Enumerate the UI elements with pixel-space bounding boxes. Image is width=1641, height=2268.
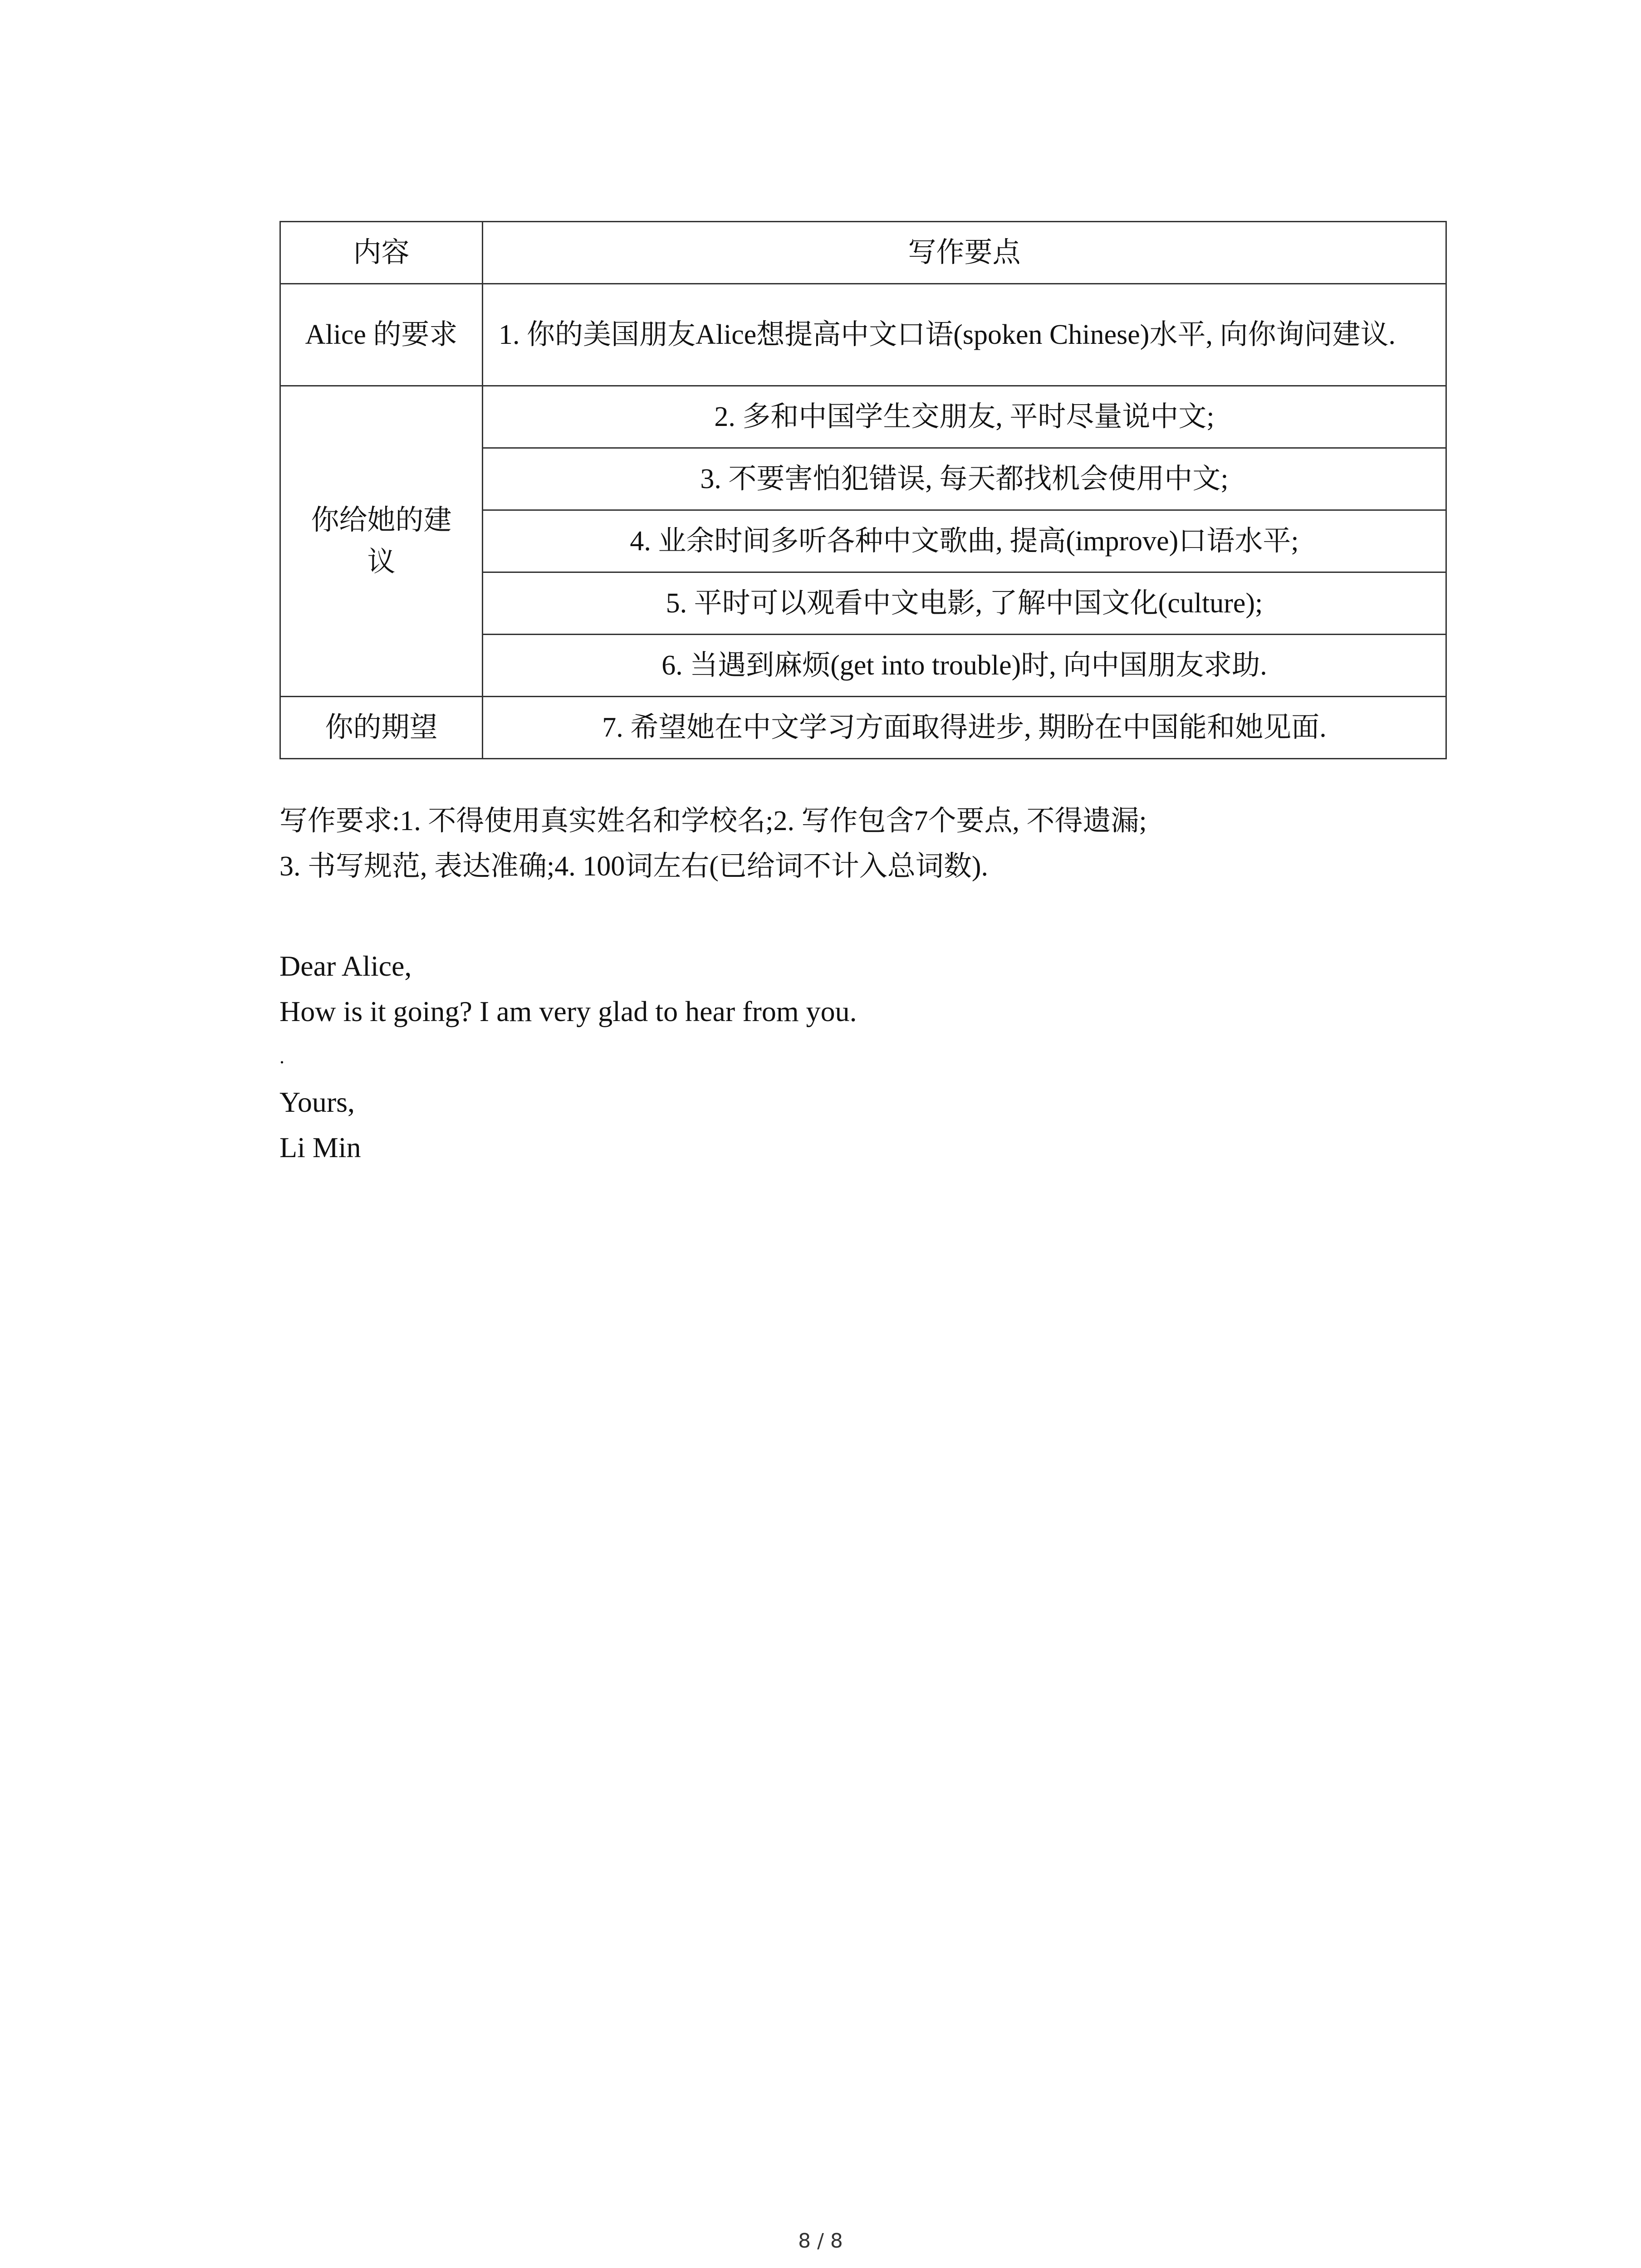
letter [279, 943, 857, 1170]
letter-signature: Li Min [279, 1131, 361, 1163]
request-text: 1. 你的美国朋友Alice想提高中文口语(spoken Chinese)水平, 向你询问建议. [483, 284, 1446, 386]
advice-item: 5. 平时可以观看中文电影, 了解中国文化(culture); [483, 572, 1446, 635]
requirements-line-2: 3. 书写规范, 表达准确;4. 100词左右(已给词不计入总词数). [279, 851, 989, 882]
requirements-line-1: 写作要求:1. 不得使用真实姓名和学校名;2. 写作包含7个要点, 不得遗漏; [279, 806, 1147, 836]
letter-closing: Yours, [279, 1086, 355, 1118]
advice-item: 6. 当遇到麻烦(get into trouble)时, 向中国朋友求助. [483, 635, 1446, 697]
hope-text: 7. 希望她在中文学习方面取得进步, 期盼在中国能和她见面. [483, 697, 1446, 759]
header-content: 内容 [280, 222, 483, 284]
header-points: 写作要点 [483, 222, 1446, 284]
writing-points-table [279, 221, 1447, 759]
letter-salutation: Dear Alice, [279, 950, 412, 982]
writing-requirements [279, 798, 1147, 889]
advice-item: 4. 业余时间多听各种中文歌曲, 提高(improve)口语水平; [483, 510, 1446, 572]
letter-blank-dot: . [279, 1046, 284, 1068]
request-label: Alice 的要求 [280, 284, 483, 386]
advice-item: 3. 不要害怕犯错误, 每天都找机会使用中文; [483, 448, 1446, 510]
advice-label: 你给她的建议 [280, 386, 483, 697]
page-number: 8 / 8 [798, 2229, 843, 2253]
hope-label: 你的期望 [280, 697, 483, 759]
letter-opening: How is it going? I am very glad to hear from you. [279, 995, 857, 1027]
advice-item: 2. 多和中国学生交朋友, 平时尽量说中文; [483, 386, 1446, 448]
